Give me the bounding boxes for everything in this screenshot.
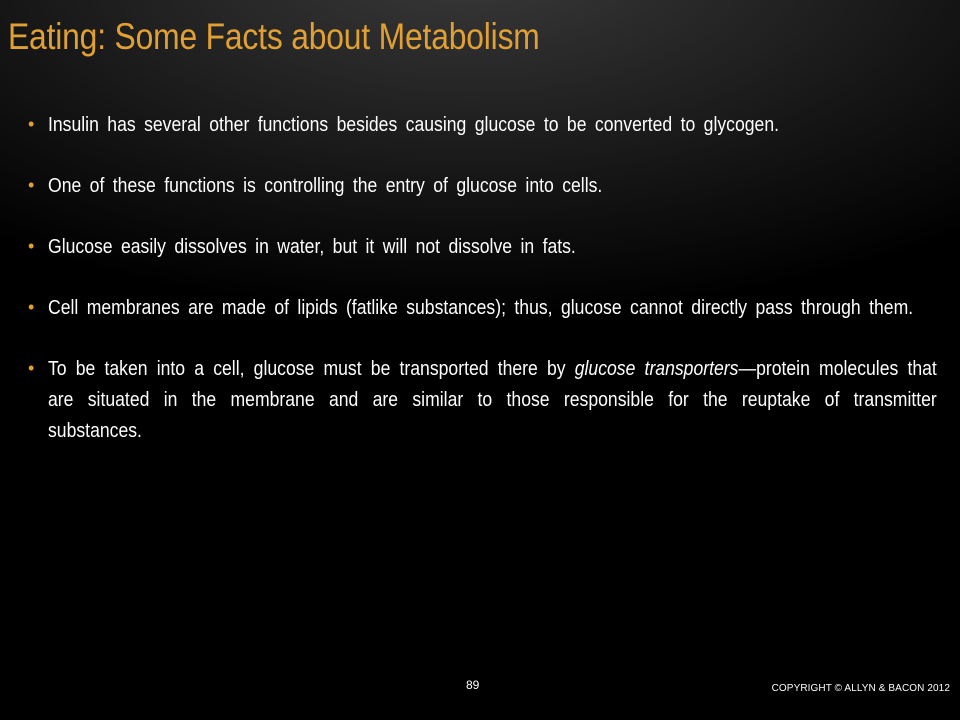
bullet-text: Insulin has several other functions besides causing glucose to be converted to glycogen.	[48, 114, 780, 136]
slide-title: Eating: Some Facts about Metabolism	[8, 16, 540, 57]
bullet-item	[28, 232, 948, 263]
bullet-icon: •	[28, 297, 35, 317]
bullet-text: Cell membranes are made of lipids (fatlike substances); thus, glucose cannot directly pass through them.	[48, 297, 914, 319]
copyright-notice: COPYRIGHT © ALLYN & BACON 2012	[771, 683, 950, 694]
bullet-icon: •	[28, 175, 35, 195]
bullet-text: Glucose easily dissolves in water, but it will not dissolve in fats.	[48, 236, 576, 258]
bullet-item	[28, 354, 948, 447]
bullet-text-emphasis: glucose transporters	[574, 358, 739, 380]
bullet-text	[48, 354, 937, 447]
bullet-text-after: —protein molecules that are situated in the membrane and are similar to those responsible for the reuptake of transmitter substances.	[48, 358, 937, 442]
bullet-item	[28, 293, 948, 324]
bullet-item	[28, 110, 948, 141]
bullet-list	[28, 110, 948, 477]
bullet-icon: •	[28, 114, 35, 134]
bullet-item	[28, 171, 948, 202]
page-number: 89	[466, 678, 480, 692]
bullet-text: One of these functions is controlling the entry of glucose into cells.	[48, 175, 603, 197]
bullet-text-before: To be taken into a cell, glucose must be transported there by	[48, 358, 575, 380]
bullet-icon: •	[28, 358, 35, 378]
bullet-icon: •	[28, 236, 35, 256]
